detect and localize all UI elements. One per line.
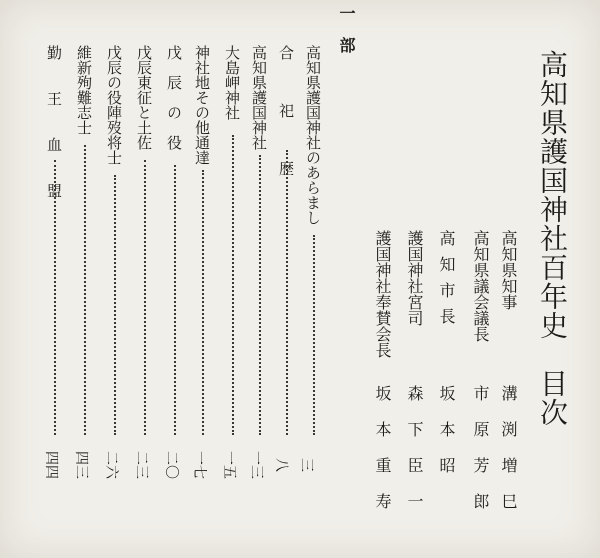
toc-dot-leader xyxy=(54,160,56,435)
toc-dot-leader xyxy=(202,170,204,435)
toc-page-number: 一五 xyxy=(221,451,237,479)
toc-entry-title: 戊 辰 の 役 xyxy=(165,45,183,150)
author-name-3: 坂本昭 xyxy=(437,385,456,493)
section-heading: 一 部 xyxy=(337,5,356,53)
book-title: 高知県護国神社百年史 目次 xyxy=(536,50,569,427)
author-name-4: 森下臣一 xyxy=(405,385,424,529)
toc-page-number: 二三 xyxy=(133,451,149,479)
toc-page-number: 二〇 xyxy=(163,451,179,479)
toc-page-number: 一三 xyxy=(248,451,264,479)
toc-entry-title: 高知県護国神社のあらまし xyxy=(304,45,322,225)
toc-page-number: 一七 xyxy=(191,451,207,479)
toc-entry-title: 神社地その他通達 xyxy=(193,45,211,165)
author-role-4: 護国神社宮司 xyxy=(405,230,424,326)
author-role-1: 高知県知事 xyxy=(499,230,518,310)
toc-dot-leader xyxy=(232,135,234,435)
toc-page-number: 八 xyxy=(273,458,289,472)
toc-entry-title: 高知県護国神社 xyxy=(250,45,268,150)
toc-dot-leader xyxy=(144,160,146,435)
toc-entry-title: 戊辰の役陣歿将士 xyxy=(105,45,123,165)
toc-dot-leader xyxy=(84,145,86,435)
author-name-5: 坂本重寿 xyxy=(373,385,392,529)
toc-page-number: 三 xyxy=(298,458,314,472)
toc-page-number: 四四 xyxy=(43,451,59,479)
author-name-1: 溝渕増巳 xyxy=(499,385,518,529)
author-role-5: 護国神社奉賛会長 xyxy=(373,230,392,358)
toc-entry-title: 維新殉難志士 xyxy=(75,45,93,135)
toc-dot-leader xyxy=(313,235,315,435)
toc-entry-title: 戊辰東征と土佐 xyxy=(135,45,153,150)
toc-dot-leader xyxy=(114,175,116,435)
author-name-2: 市原芳郎 xyxy=(471,385,490,529)
author-role-3: 高知市長 xyxy=(437,230,456,334)
toc-dot-leader xyxy=(174,165,176,435)
toc-entry-title: 大島岬神社 xyxy=(223,45,241,120)
toc-dot-leader xyxy=(286,150,288,435)
toc-page-number: 四三 xyxy=(73,451,89,479)
toc-page-number: 二六 xyxy=(103,451,119,479)
toc-entry-title: 合 祀 歴 xyxy=(277,45,295,190)
author-role-2: 高知県議会議長 xyxy=(471,230,490,342)
toc-dot-leader xyxy=(259,155,261,435)
toc-entry-title: 勤 王 血 盟 xyxy=(45,45,63,206)
